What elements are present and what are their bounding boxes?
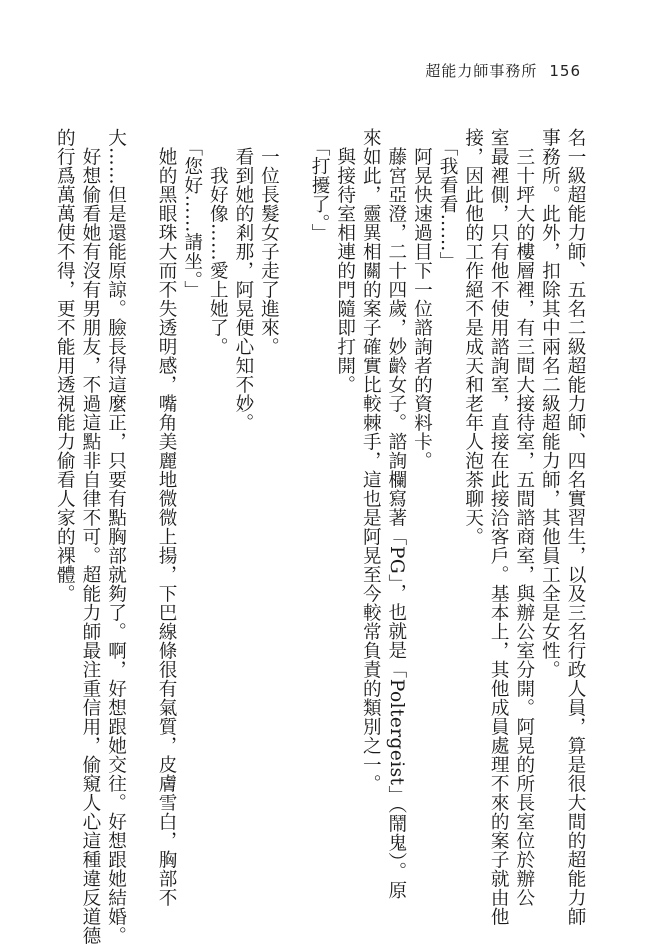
paragraph-line: 與接待室相連的門隨即打開。 bbox=[334, 128, 356, 394]
paragraph-line: 事務所。此外，扣除其中兩名二級超能力師，其他員工全是女性。 bbox=[539, 128, 561, 679]
book-title: 超能力師事務所 bbox=[425, 62, 538, 80]
paragraph-line: 大……但是還能原諒。臉長得這麼正，只要有點胸部就夠了。啊，好想跟她交往。好想跟她結婚。 bbox=[105, 128, 127, 945]
running-header bbox=[425, 60, 581, 81]
paragraph-line: 室最裡側，只有他不使用諮詢室，直接在此接洽客戶。基本上，其他成員處理不來的案子就由他 bbox=[488, 128, 510, 926]
paragraph-line: 來如此，靈異相關的案子確實比較棘手，這也是阿晃至今較常負責的類別之一。 bbox=[360, 128, 382, 793]
paragraph-line: 的行爲萬萬使不得，更不能用透視能力偷看人家的裸體。 bbox=[54, 128, 76, 603]
paragraph-line: 「打擾了。」 bbox=[309, 128, 331, 243]
paragraph-line: 好想偷看她有沒有男朋友，不過這點非自律不可。超能力師最注重信用，偷窺人心這種違反道德 bbox=[79, 128, 101, 945]
paragraph-line: 名一級超能力師、五名二級超能力師、四名實習生，以及三名行政人員，算是很大間的超能力師 bbox=[565, 128, 586, 926]
paragraph-line: 她的黑眼珠大而不失透明感，嘴角美麗地微微上揚，下巴線條很有氣質，皮膚雪白，胸部不 bbox=[156, 128, 178, 907]
body-text bbox=[52, 128, 588, 945]
paragraph-line: 「您好……請坐。」 bbox=[181, 128, 203, 300]
paragraph-line: 一位長髮女子走了進來。 bbox=[258, 128, 280, 356]
page-number: 156 bbox=[549, 62, 581, 80]
paragraph-line: 我好像……愛上她了。 bbox=[207, 128, 229, 356]
paragraph-line: 藤宮亞澄，二十四歲，妙齡女子。諮詢欄寫著「PG」，也就是「Poltergeist」（鬧鬼）。原 bbox=[385, 128, 407, 900]
paragraph-line: 阿晃快速過目下一位諮詢者的資料卡。 bbox=[411, 128, 433, 470]
paragraph-line: 「我看看……」 bbox=[437, 128, 459, 271]
paragraph-line: 看到她的剎那，阿晃便心知不妙。 bbox=[232, 128, 254, 432]
paragraph-line: 三十坪大的樓層裡，有三間大接待室，五間諮商室，與辦公室分開。阿晃的所長室位於辦公 bbox=[513, 128, 535, 907]
paragraph-line: 接，因此他的工作絕不是成天和老年人泡茶聊天。 bbox=[462, 128, 484, 546]
